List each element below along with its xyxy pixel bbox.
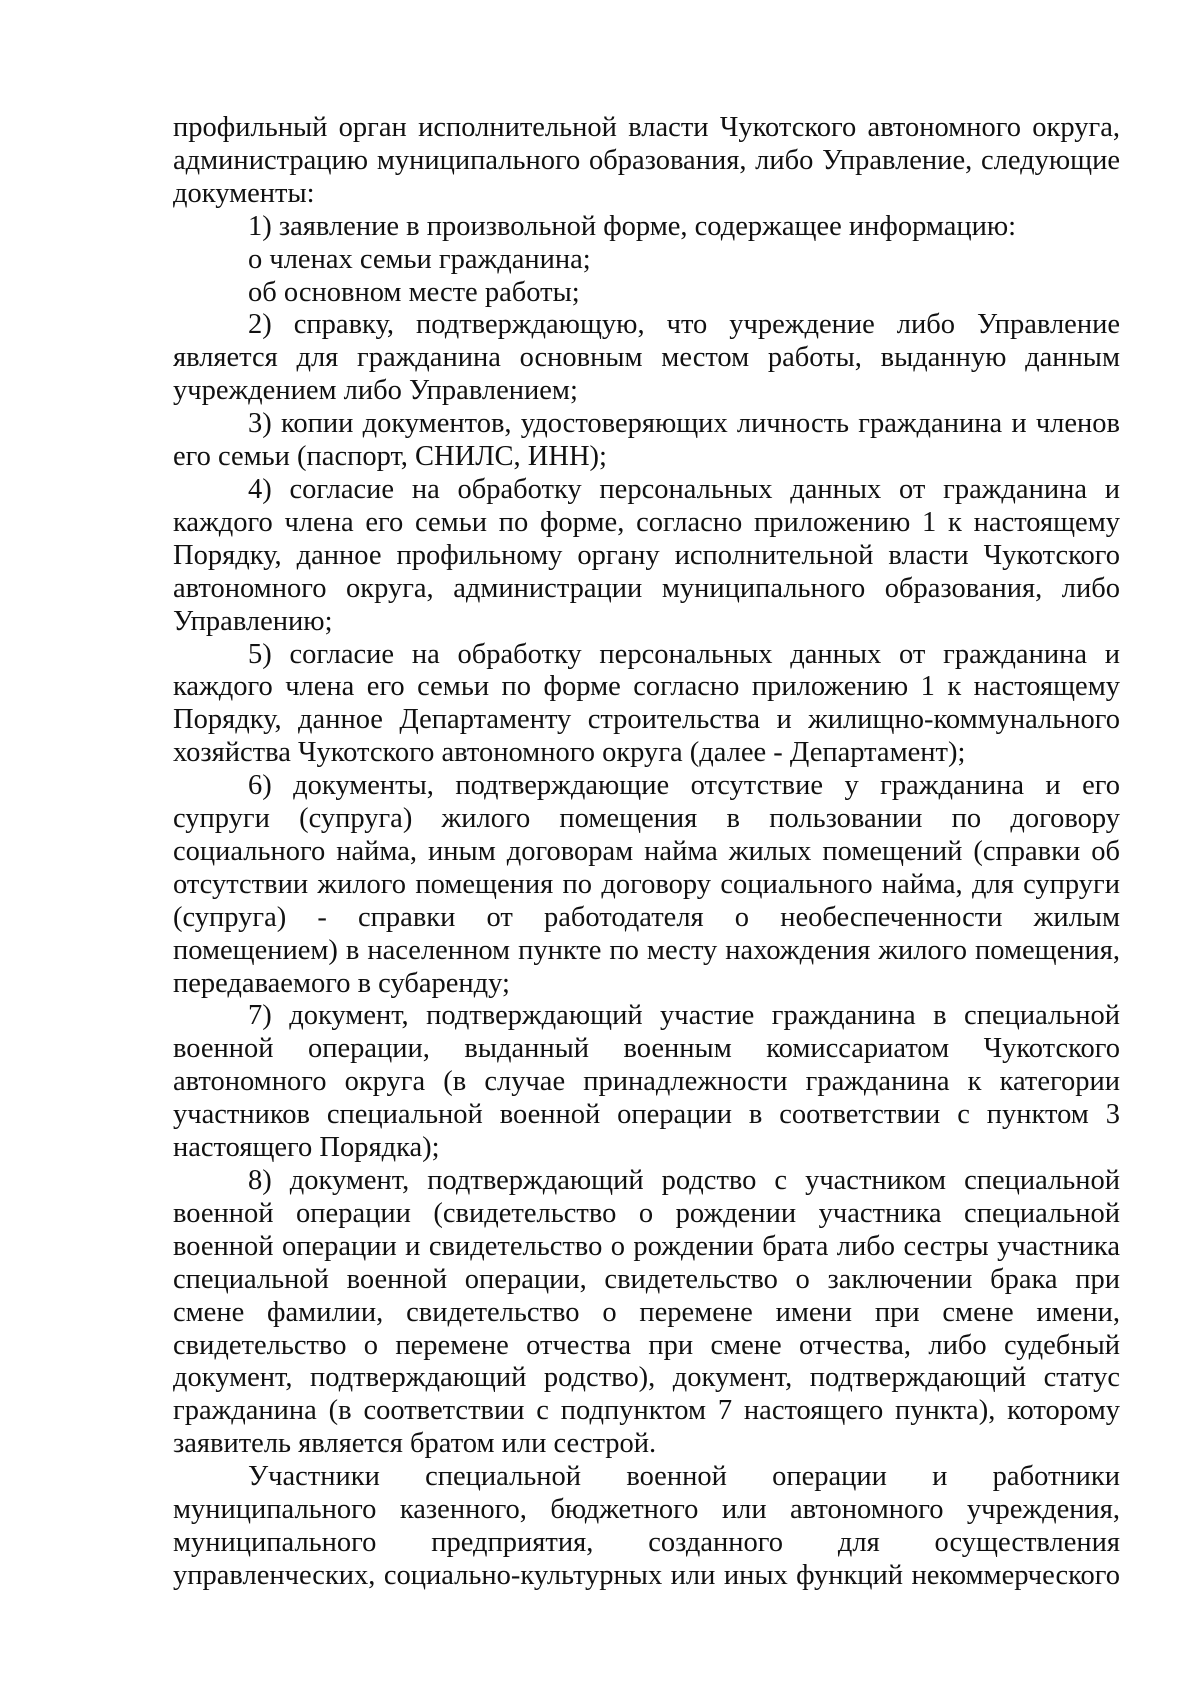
paragraph-item-1: 1) заявление в произвольной форме, содержащее информацию:	[248, 210, 1017, 242]
paragraph-item-7: 7) документ, подтверждающий участие гражданина в специальной военной операции, выданный военным комиссариатом Чукотского автономного округа (в случае принадлежности гражданина к категории участников специальной военной операции в соответствии с пунктом 3 настоящего Порядка);	[173, 1000, 1120, 1164]
paragraph-intro: профильный орган исполнительной власти Чукотского автономного округа, администрацию муниципального образования, либо Управление, следующие документы:	[173, 112, 1120, 209]
document-page	[173, 112, 1120, 1593]
paragraph-participants: Участники специальной военной операции и работники муниципального казенного, бюджетного или автономного учреждения, муниципального предприятия, созданного для осуществления управленческих, социально-культурных или иных функций некоммерческого	[173, 1461, 1120, 1591]
paragraph-item-1-workplace: об основном месте работы;	[248, 276, 580, 308]
paragraph-item-5: 5) согласие на обработку персональных данных от гражданина и каждого члена его семьи по форме согласно приложению 1 к настоящему Порядку, данное Департаменту строительства и жилищно-коммунального хозяйства Чукотского автономного округа (далее - Департамент);	[173, 638, 1120, 769]
paragraph-item-8: 8) документ, подтверждающий родство с участником специальной военной операции (свидетельство о рождении участника специальной военной операции и свидетельство о рождении брата либо сестры участника специальной военной операции, свидетельство о заключении брака при смене фамилии, свидетельство о перемене имени при смене имени, свидетельство о перемене отчества при смене отчества, либо судебный документ, подтверждающий родство), документ, подтверждающий статус гражданина (в соответствии с подпунктом 7 настоящего пункта), которому заявитель является братом или сестрой.	[173, 1165, 1120, 1460]
paragraph-item-6: 6) документы, подтверждающие отсутствие у гражданина и его супруги (супруга) жилого помещения в пользовании по договору социального найма, иным договорам найма жилых помещений (справки об отсутствии жилого помещения по договору социального найма, для супруги (супруга) - справки от работодателя о необеспеченности жилым помещением) в населенном пункте по месту нахождения жилого помещения, передаваемого в субаренду;	[173, 770, 1120, 999]
paragraph-item-3: 3) копии документов, удостоверяющих личность гражданина и членов его семьи (паспорт, СНИЛС, ИНН);	[173, 408, 1120, 473]
paragraph-item-1-family: о членах семьи гражданина;	[248, 243, 591, 275]
paragraph-item-2: 2) справку, подтверждающую, что учреждение либо Управление является для гражданина основным местом работы, выданную данным учреждением либо Управлением;	[173, 309, 1120, 407]
paragraph-item-4: 4) согласие на обработку персональных данных от гражданина и каждого члена его семьи по форме, согласно приложению 1 к настоящему Порядку, данное профильному органу исполнительной власти Чукотского автономного округа, администрации муниципального образования, либо Управлению;	[173, 473, 1120, 637]
